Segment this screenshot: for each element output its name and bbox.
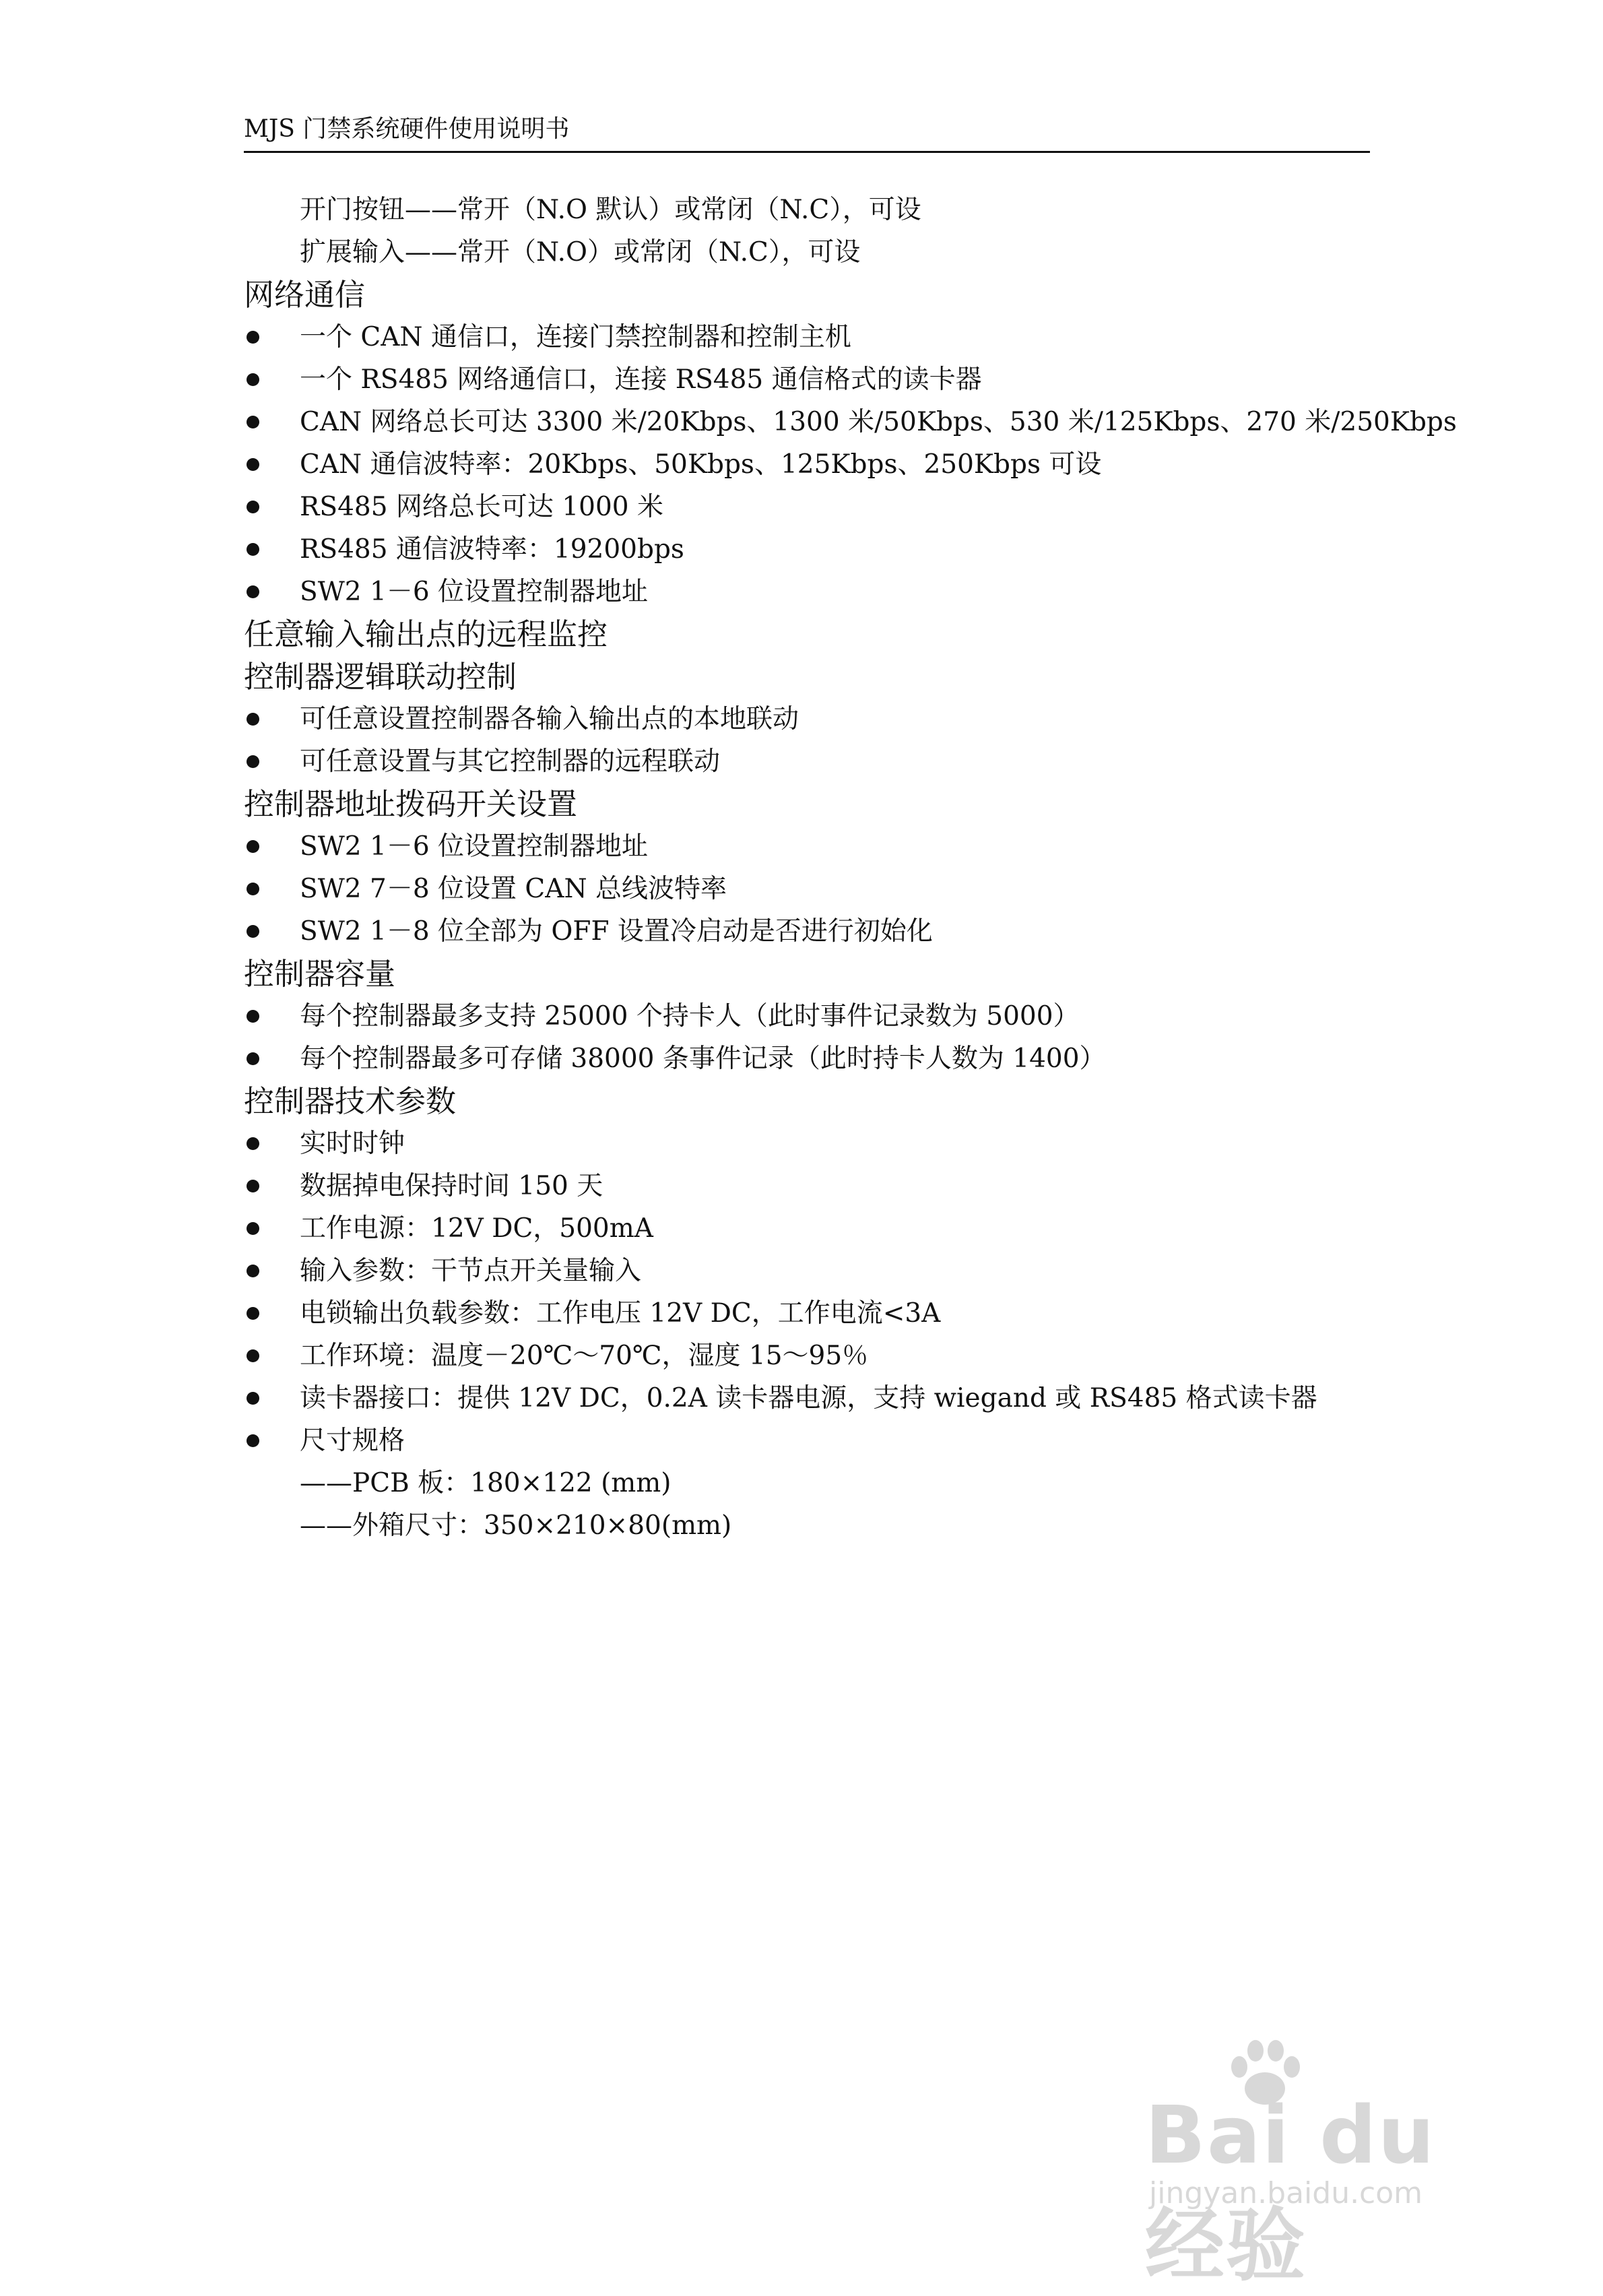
bullet-item: RS485 网络总长可达 1000 米 [244, 486, 1389, 528]
document-body [244, 189, 1457, 1547]
bullet-item: 数据掉电保持时间 150 天 [244, 1165, 1389, 1207]
bullet-item: 可任意设置与其它控制器的远程联动 [244, 740, 1389, 783]
bullet-item: RS485 通信波特率：19200bps [244, 528, 1389, 571]
bullet-item: 实时时钟 [244, 1122, 1389, 1165]
bullet-item: 电锁输出负载参数：工作电压 12V DC，工作电流<3A [244, 1292, 1389, 1335]
bullet-item: 工作电源：12V DC，500mA [244, 1207, 1389, 1250]
indented-text: 扩展输入——常开（N.O）或常闭（N.C），可设 [300, 237, 861, 267]
bullet-item: 输入参数：干节点开关量输入 [244, 1250, 1389, 1292]
bullet-item: CAN 网络总长可达 3300 米/20Kbps、1300 米/50Kbps、530 米/125Kbps、270 米/250Kbps [244, 401, 1389, 443]
indented-text: 开门按钮——常开（N.O 默认）或常闭（N.C），可设 [300, 195, 921, 225]
section-heading: 网络通信 [244, 277, 366, 313]
section-heading: 控制器地址拨码开关设置 [244, 786, 578, 822]
section-heading: 控制器容量 [244, 956, 396, 992]
bullet-item: 每个控制器最多可存储 38000 条事件记录（此时持卡人数为 1400） [244, 1038, 1389, 1080]
section-heading: 控制器技术参数 [244, 1083, 457, 1119]
bullet-item: SW2 1－8 位全部为 OFF 设置冷启动是否进行初始化 [244, 910, 1389, 953]
bullet-item: SW2 1－6 位设置控制器地址 [244, 825, 1389, 868]
watermark-brand: Bai du 经验 [1145, 2088, 1436, 2292]
bullet-item: 工作环境：温度－20℃～70℃，湿度 15～95％ [244, 1335, 1389, 1377]
bullet-item: SW2 7－8 位设置 CAN 总线波特率 [244, 868, 1389, 910]
indented-text: ——外箱尺寸：350×210×80(mm) [300, 1510, 732, 1541]
bullet-item: CAN 通信波特率：20Kbps、50Kbps、125Kbps、250Kbps 可设 [244, 443, 1389, 486]
section-heading: 任意输入输出点的远程监控 [244, 616, 608, 652]
bullet-item: 一个 RS485 网络通信口，连接 RS485 通信格式的读卡器 [244, 358, 1389, 401]
baidu-jingyan-watermark [1145, 2035, 1522, 2292]
bullet-item: SW2 1－6 位设置控制器地址 [244, 571, 1389, 613]
bullet-item: 一个 CAN 通信口，连接门禁控制器和控制主机 [244, 316, 1389, 358]
section-heading: 控制器逻辑联动控制 [244, 659, 517, 695]
watermark-url: jingyan.baidu.com [1149, 2176, 1423, 2210]
bullet-item: 读卡器接口：提供 12V DC，0.2A 读卡器电源，支持 wiegand 或 RS485 格式读卡器 [244, 1377, 1389, 1420]
bullet-item: 尺寸规格 [244, 1420, 1389, 1462]
bullet-item: 可任意设置控制器各输入输出点的本地联动 [244, 698, 1389, 740]
indented-text: ——PCB 板：180×122 (mm) [300, 1468, 672, 1498]
header-title: MJS 门禁系统硬件使用说明书 [244, 115, 570, 143]
page-header [244, 108, 1370, 153]
bullet-item: 每个控制器最多支持 25000 个持卡人（此时事件记录数为 5000） [244, 995, 1389, 1038]
